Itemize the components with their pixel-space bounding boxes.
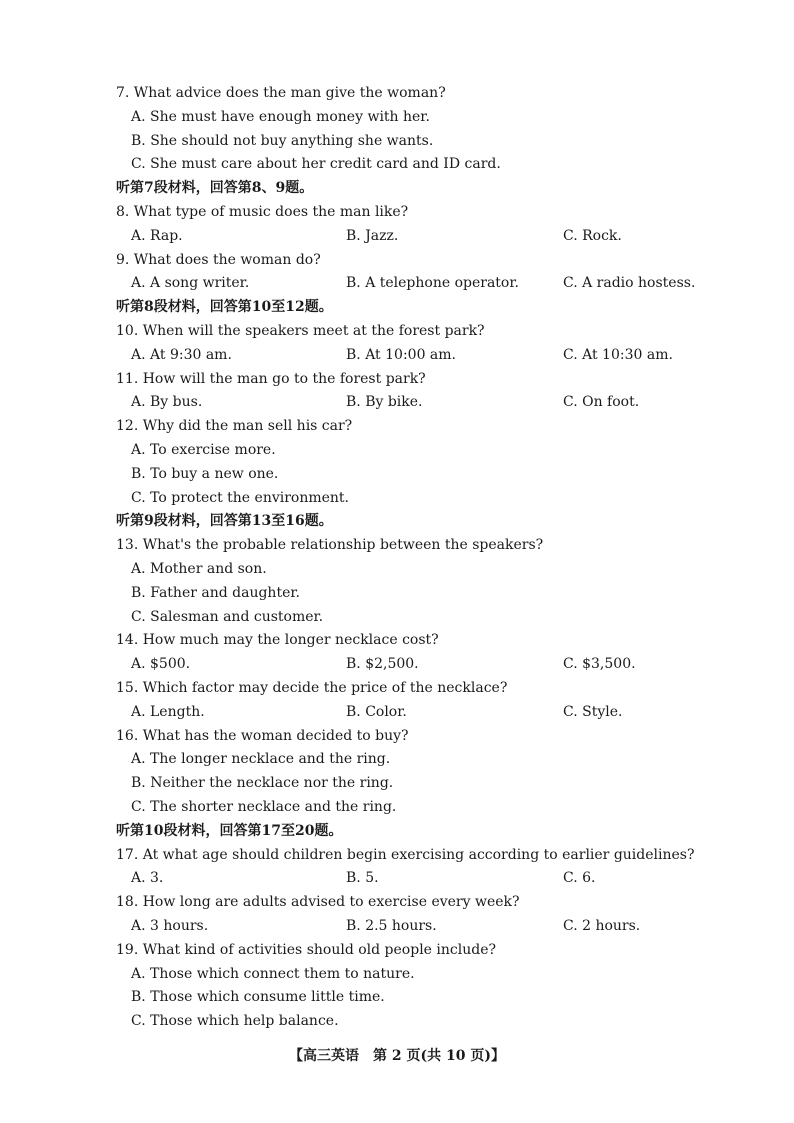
answer-option: A. Length. (131, 703, 205, 720)
section-heading: 听第10段材料，回答第17至20题。 (116, 822, 343, 839)
section-heading: 听第8段材料，回答第10至12题。 (116, 299, 333, 316)
question-text: 7. What advice does the man give the woman? (116, 85, 446, 101)
answer-option: A. Mother and son. (131, 561, 267, 577)
section-heading: 听第9段材料，回答第13至16题。 (116, 513, 333, 530)
answer-option: B. $2,500. (346, 656, 419, 673)
answer-option: C. Style. (563, 703, 623, 720)
answer-option: B. Color. (346, 703, 407, 720)
answer-option: A. Rap. (131, 227, 183, 244)
question-text: 14. How much may the longer necklace cost? (116, 632, 439, 649)
answer-option: B. To buy a new one. (131, 465, 279, 482)
answer-option: C. Salesman and customer. (131, 608, 324, 625)
answer-option: C. Rock. (563, 227, 622, 244)
answer-option: C. At 10:30 am. (563, 346, 673, 363)
answer-option: C. The shorter necklace and the ring. (131, 799, 397, 815)
answer-option: A. She must have enough money with her. (131, 108, 430, 125)
section-heading: 听第7段材料，回答第8、9题。 (116, 180, 314, 197)
answer-option: C. 2 hours. (563, 918, 641, 934)
answer-option: A. A song writer. (131, 275, 250, 292)
question-text: 17. At what age should children begin exercising according to earlier guidelines? (116, 846, 695, 863)
answer-option: A. At 9:30 am. (131, 346, 232, 363)
question-text: 8. What type of music does the man like? (116, 204, 409, 220)
answer-option: A. By bus. (131, 394, 203, 411)
answer-option: C. Those which help balance. (131, 1013, 339, 1030)
answer-option: A. The longer necklace and the ring. (131, 751, 391, 768)
question-text: 9. What does the woman do? (116, 251, 321, 268)
answer-option: B. 5. (346, 870, 379, 887)
question-text: 15. Which factor may decide the price of the necklace? (116, 680, 508, 696)
page-footer: 【高三英语 第 2 页(共 10 页)】 (289, 1048, 505, 1064)
question-text: 13. What's the probable relationship between the speakers? (116, 537, 544, 554)
question-text: 10. When will the speakers meet at the forest park? (116, 323, 485, 339)
answer-option: A. 3 hours. (131, 918, 209, 934)
answer-option: B. A telephone operator. (346, 275, 519, 292)
answer-option: C. To protect the environment. (131, 489, 350, 506)
answer-option: C. On foot. (563, 394, 640, 411)
answer-option: B. Neither the necklace nor the ring. (131, 775, 394, 792)
question-text: 11. How will the man go to the forest park? (116, 370, 426, 387)
answer-option: B. Father and daughter. (131, 584, 300, 601)
answer-option: A. To exercise more. (131, 442, 276, 458)
question-text: 18. How long are adults advised to exercise every week? (116, 894, 520, 911)
answer-option: B. Those which consume little time. (131, 989, 385, 1006)
answer-option: A. $500. (131, 656, 191, 673)
answer-option: B. She should not buy anything she wants. (131, 132, 434, 149)
answer-option: A. Those which connect them to nature. (131, 965, 415, 982)
question-text: 16. What has the woman decided to buy? (116, 727, 409, 744)
answer-option: B. At 10:00 am. (346, 346, 456, 363)
answer-option: C. She must care about her credit card and ID card. (131, 156, 501, 173)
answer-option: C. $3,500. (563, 656, 636, 673)
question-text: 12. Why did the man sell his car? (116, 418, 353, 435)
answer-option: B. Jazz. (346, 227, 399, 244)
question-text: 19. What kind of activities should old people include? (116, 941, 496, 958)
answer-option: C. A radio hostess. (563, 275, 696, 292)
answer-option: B. 2.5 hours. (346, 918, 437, 934)
answer-option: B. By bike. (346, 394, 423, 411)
answer-option: A. 3. (131, 870, 164, 887)
answer-option: C. 6. (563, 870, 596, 887)
